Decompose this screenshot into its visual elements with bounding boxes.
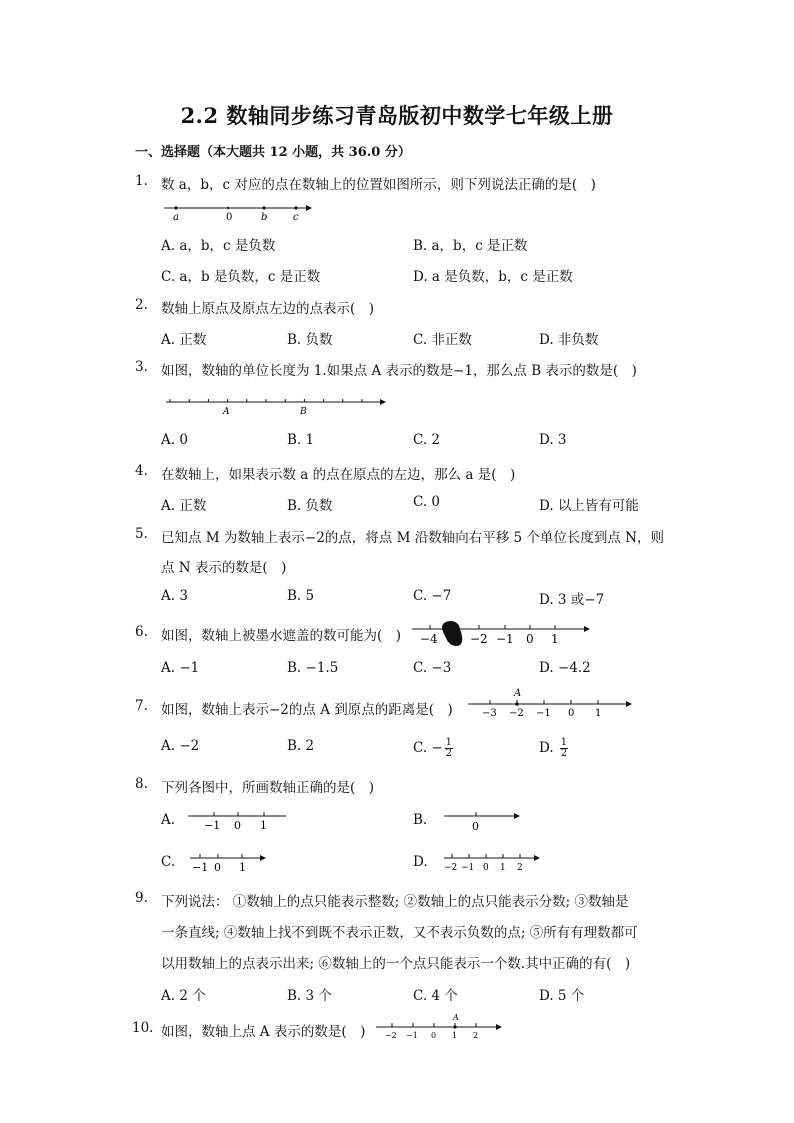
option-d[interactable]: D. −4.2 — [539, 660, 591, 676]
question-number: 9. — [135, 890, 148, 906]
number-line-figure — [160, 392, 390, 418]
option-c[interactable]: C. −7 — [413, 588, 452, 604]
axis-option-c-figure — [186, 848, 270, 876]
svg-text:A: A — [453, 1013, 459, 1022]
option-a[interactable]: A. −1 — [161, 660, 200, 676]
option-c[interactable] — [413, 738, 453, 759]
number-line-figure — [466, 686, 638, 718]
option-a[interactable]: A. 正数 — [161, 332, 207, 348]
option-a[interactable]: A. 3 — [161, 588, 188, 604]
question-text: 下列说法： ①数轴上的点只能表示整数; ②数轴上的点只能表示分数; ③数轴是 — [161, 894, 629, 910]
axis-label: −2 — [509, 708, 524, 718]
number-line-figure — [374, 1012, 506, 1042]
option-b[interactable]: B. 3 个 — [287, 988, 332, 1004]
ink-blot-icon — [442, 621, 462, 646]
point-label: A — [223, 407, 230, 417]
axis-label: b — [261, 212, 268, 223]
axis-option-d-figure — [440, 848, 544, 876]
option-b[interactable]: B. 2 — [287, 738, 315, 754]
option-a[interactable]: A. 2 个 — [161, 988, 206, 1004]
question-text: 数轴上原点及原点左边的点表示( ) — [161, 301, 375, 317]
svg-text:0: 0 — [431, 1031, 437, 1040]
option-d[interactable]: D. 5 个 — [539, 988, 585, 1004]
question-text: 下列各图中，所画数轴正确的是( ) — [161, 780, 375, 796]
option-b[interactable]: B. a，b，c 是正数 — [413, 238, 528, 254]
option-d[interactable]: D. a 是负数，b，c 是正数 — [413, 269, 573, 285]
question-number: 3. — [135, 359, 148, 375]
axis-label: 1 — [551, 632, 559, 646]
fraction: $\frac{1}{2}$ — [445, 737, 452, 759]
option-a[interactable]: A. 0 — [161, 432, 188, 448]
axis-label: −2 — [470, 632, 488, 646]
svg-text:1: 1 — [500, 863, 506, 873]
point-label: A — [514, 688, 522, 699]
option-a[interactable]: A. −2 — [161, 738, 200, 754]
question-text: 数 a，b，c 对应的点在数轴上的位置如图所示，则下列说法正确的是( ) — [161, 177, 596, 193]
option-c[interactable]: C. 2 — [413, 432, 441, 448]
svg-text:2: 2 — [517, 863, 523, 873]
question-text: 如图，数轴上点 A 表示的数是( ) — [161, 1024, 366, 1040]
svg-text:2: 2 — [473, 1031, 479, 1040]
option-c[interactable]: C. — [161, 854, 176, 870]
axis-label: c — [293, 212, 299, 223]
question-text: 已知点 M 为数轴上表示−2的点，将点 M 沿数轴向右平移 5 个单位长度到点 N，则 — [161, 530, 664, 546]
option-b[interactable]: B. 负数 — [287, 332, 333, 348]
option-d[interactable]: D. 3 或−7 — [539, 592, 605, 608]
axis-label: 0 — [226, 212, 233, 223]
svg-text:1: 1 — [260, 819, 267, 832]
question-text: 如图，数轴上表示−2的点 A 到原点的距离是( ) — [161, 702, 453, 718]
question-number: 10. — [132, 1020, 154, 1036]
question-text: 如图，数轴的单位长度为 1.如果点 A 表示的数是−1，那么点 B 表示的数是( ) — [161, 363, 637, 379]
option-a[interactable]: A. — [161, 812, 176, 828]
option-d[interactable]: D. 3 — [539, 432, 567, 448]
section-heading: 一、选择题（本大题共 12 小题，共 36.0 分） — [135, 145, 411, 160]
option-b[interactable]: B. 负数 — [287, 498, 333, 514]
svg-text:−2: −2 — [444, 863, 458, 873]
option-d[interactable] — [539, 738, 568, 759]
option-c[interactable]: C. 4 个 — [413, 988, 458, 1004]
svg-text:−1: −1 — [204, 819, 221, 832]
axis-option-a-figure — [186, 806, 290, 834]
svg-text:1: 1 — [239, 861, 246, 874]
option-c[interactable]: C. 非正数 — [413, 332, 472, 348]
question-text-cont: 点 N 表示的数是( ) — [161, 560, 287, 576]
question-number: 6. — [135, 624, 148, 640]
svg-text:−1: −1 — [406, 1031, 418, 1040]
option-d-label: D. — [539, 740, 558, 756]
option-d[interactable]: D. 非负数 — [539, 332, 599, 348]
question-number: 8. — [135, 776, 148, 792]
option-d[interactable]: D. 以上皆有可能 — [539, 498, 639, 514]
fraction: $\frac{1}{2}$ — [560, 737, 568, 759]
question-text: 如图，数轴上被墨水遮盖的数可能为( ) — [161, 628, 402, 644]
axis-label: 1 — [595, 708, 602, 718]
option-c[interactable]: C. 0 — [413, 494, 441, 510]
question-text-cont: 以用数轴上的点表示出来; ⑥数轴上的一个点只能表示一个数.其中正确的有( ) — [161, 956, 631, 972]
svg-text:0: 0 — [214, 861, 221, 874]
axis-label: −3 — [482, 708, 497, 718]
question-number: 4. — [135, 463, 148, 479]
question-number: 2. — [135, 297, 148, 313]
option-d[interactable]: D. — [413, 854, 428, 870]
axis-option-b-figure — [440, 806, 524, 834]
option-b[interactable]: B. — [413, 812, 428, 828]
question-text: 在数轴上，如果表示数 a 的点在原点的左边，那么 a 是( ) — [161, 467, 516, 483]
svg-text:−1: −1 — [461, 863, 475, 873]
axis-label: −1 — [496, 632, 514, 646]
svg-text:−1: −1 — [192, 861, 209, 874]
number-line-figure — [160, 200, 320, 226]
svg-text:0: 0 — [472, 820, 479, 833]
axis-label: −4 — [420, 632, 438, 646]
option-b[interactable]: B. 5 — [287, 588, 315, 604]
axis-label: −1 — [536, 708, 551, 718]
axis-label: 0 — [526, 632, 534, 646]
option-a[interactable]: A. 正数 — [161, 498, 207, 514]
question-number: 1. — [135, 173, 148, 189]
point-label: B — [300, 407, 307, 417]
question-number: 5. — [135, 526, 148, 542]
option-c-label: C. − — [413, 740, 443, 756]
option-c[interactable]: C. −3 — [413, 660, 452, 676]
svg-text:1: 1 — [452, 1031, 458, 1040]
question-number: 7. — [135, 698, 148, 714]
number-line-figure — [410, 617, 595, 647]
option-b[interactable]: B. −1.5 — [287, 660, 339, 676]
axis-label: a — [173, 212, 179, 223]
option-a[interactable]: A. a，b，c 是负数 — [161, 238, 276, 254]
question-text-cont: 一条直线; ④数轴上找不到既不表示正数，又不表示负数的点; ⑤所有有理数都可 — [161, 925, 638, 941]
svg-text:−2: −2 — [385, 1031, 397, 1040]
option-b[interactable]: B. 1 — [287, 432, 315, 448]
page-title: 2.2 数轴同步练习青岛版初中数学七年级上册 — [180, 103, 614, 128]
axis-label: 0 — [568, 708, 575, 718]
svg-text:0: 0 — [483, 863, 489, 873]
svg-text:0: 0 — [234, 819, 241, 832]
option-c[interactable]: C. a，b 是负数，c 是正数 — [161, 269, 321, 285]
